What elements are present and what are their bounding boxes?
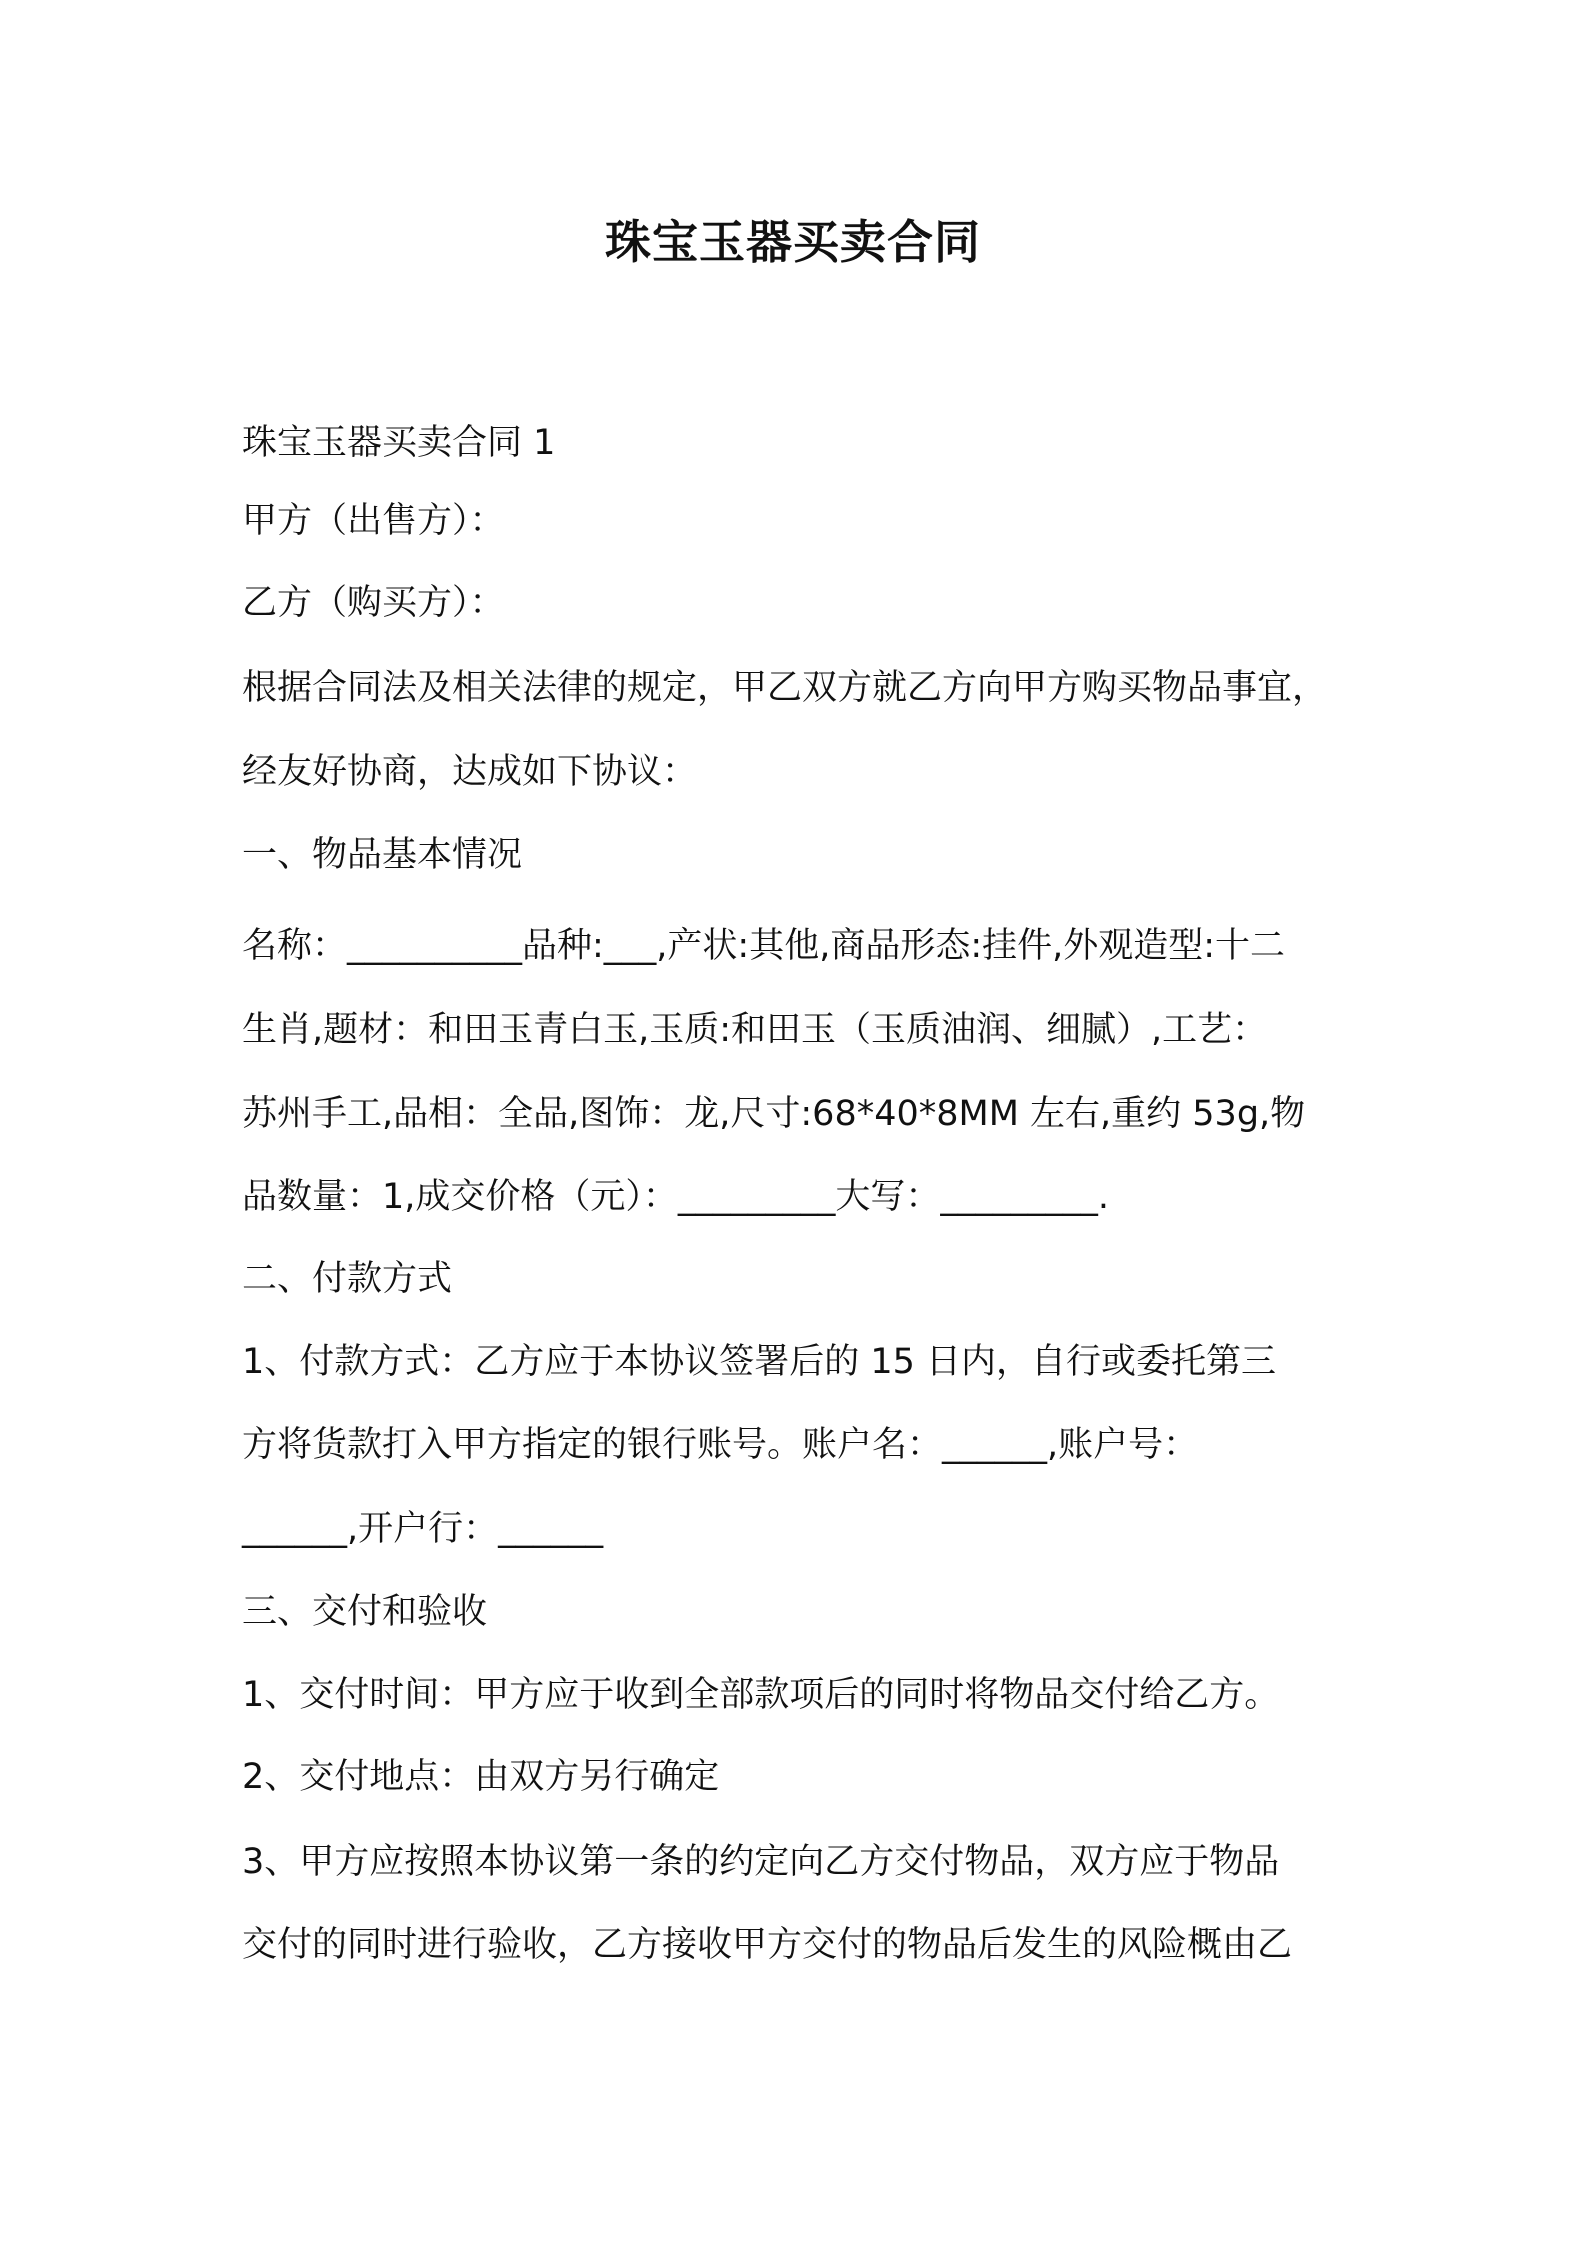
delivery-line-2: 2、交付地点：由双方另行确定 [242, 1757, 720, 1797]
delivery-line-1: 1、交付时间：甲方应于收到全部款项后的同时将物品交付给乙方。 [242, 1675, 1280, 1715]
item-info-line-3: 苏州手工,品相：全品,图饰：龙,尺寸:68*40*8MM 左右,重约 53g,物 [242, 1094, 1306, 1134]
section-heading-payment: 二、付款方式 [242, 1259, 453, 1299]
party-a-line: 甲方（出售方）： [242, 501, 505, 541]
item-info-line-1: 名称：__________品种:___,产状:其他,商品形态:挂件,外观造型:十二 [242, 926, 1286, 966]
preamble-line-1: 根据合同法及相关法律的规定，甲乙双方就乙方向甲方购买物品事宜， [242, 668, 1328, 708]
contract-subtitle: 珠宝玉器买卖合同 1 [242, 423, 556, 463]
preamble-line-2: 经友好协商，达成如下协议： [242, 752, 698, 792]
document-title: 珠宝玉器买卖合同 [605, 215, 981, 269]
payment-line-1: 1、付款方式：乙方应于本协议签署后的 15 日内，自行或委托第三 [242, 1342, 1277, 1382]
payment-line-2: 方将货款打入甲方指定的银行账号。账户名：______,账户号： [242, 1425, 1199, 1465]
party-b-line: 乙方（购买方）： [242, 583, 505, 623]
delivery-line-3: 3、甲方应按照本协议第一条的约定向乙方交付物品，双方应于物品 [242, 1842, 1280, 1882]
section-heading-item-info: 一、物品基本情况 [242, 835, 523, 875]
delivery-line-4: 交付的同时进行验收，乙方接收甲方交付的物品后发生的风险概由乙 [242, 1925, 1293, 1965]
payment-line-3: ______,开户行：______ [242, 1509, 604, 1549]
item-info-line-2: 生肖,题材：和田玉青白玉,玉质:和田玉（玉质油润、细腻）,工艺： [242, 1010, 1268, 1050]
section-heading-delivery: 三、交付和验收 [242, 1592, 488, 1632]
item-info-line-4: 品数量：1,成交价格（元）：_________大写：_________. [242, 1177, 1110, 1217]
